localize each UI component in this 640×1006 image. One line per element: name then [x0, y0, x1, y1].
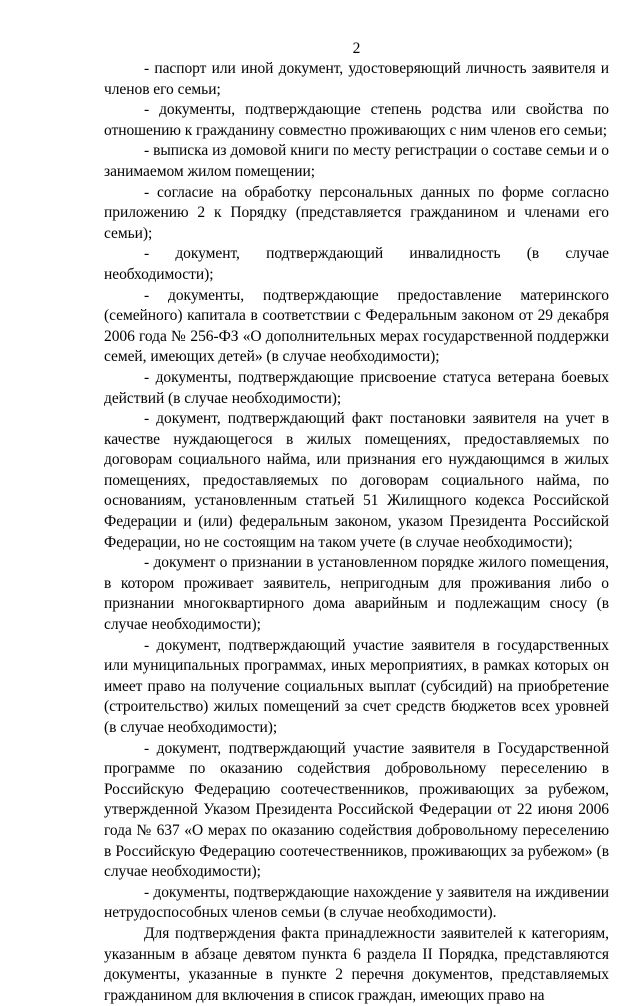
paragraph-disability: - документ, подтверждающий инвалидность (в случае необходимости);	[104, 245, 609, 283]
document-page	[104, 40, 609, 1006]
paragraph-passport: - паспорт или иной документ, удостоверяющий личность заявителя и членов его семьи;	[104, 60, 609, 98]
paragraph-dependents: - документы, подтверждающие нахождение у заявителя на иждивении нетрудоспособных членов семьи (в случае необходимости).	[104, 883, 609, 922]
paragraph-unfit-housing: - документ о признании в установленном порядке жилого помещения, в котором проживает заявитель, непригодным для проживания либо о признании многоквартирного дома аварийным и подлежащим сносу (в случае необходимости);	[104, 554, 609, 634]
paragraph-programs: - документ, подтверждающий участие заявителя в государственных или муниципальных программах, иных мероприятиях, в рамках которых он имеет право на получение социальных выплат (субсидий) на приобретение (строительство) жилых помещений за счет средств бюджетов всех уровней (в случае необходимости);	[104, 636, 609, 736]
paragraph-categories: Для подтверждения факта принадлежности заявителей к категориям, указанным в абзаце девятом пункта 6 раздела II Порядка, представляются документы, указанные в пункте 2 перечня документов, представляемых гражданином для включения в список граждан, имеющих право на	[104, 924, 609, 1004]
paragraph-consent: - согласие на обработку персональных данных по форме согласно приложению 2 к Порядку (представляется гражданином и членами его семьи);	[104, 183, 609, 242]
page-number: 2	[352, 40, 361, 57]
paragraph-housing-registration: - документ, подтверждающий факт постановки заявителя на учет в качестве нуждающегося в жилых помещениях, предоставляемых по договорам социального найма, или признания его нуждающимся в жилых помещениях, предоставляемых по договорам социального найма, по основаниям, установленным статьей 51 Жилищного кодекса Российской Федерации и (или) федеральным законом, указом Президента Российской Федерации, но не состоящим на таком учете (в случае необходимости);	[104, 410, 609, 551]
paragraph-veteran: - документы, подтверждающие присвоение статуса ветерана боевых действий (в случае необходимости);	[104, 368, 609, 407]
paragraph-maternity-capital: - документы, подтверждающие предоставление материнского (семейного) капитала в соответствии с Федеральным законом от 29 декабря 2006 года № 256-ФЗ «О дополнительных мерах государственной поддержки семей, имеющих детей» (в случае необходимости);	[104, 286, 609, 366]
paragraph-kinship: - документы, подтверждающие степень родства или свойства по отношению к гражданину совместно проживающих с ним членов его семьи;	[104, 101, 609, 139]
paragraph-house-register: - выписка из домовой книги по месту регистрации о составе семьи и о занимаемом жилом помещении;	[104, 142, 609, 180]
paragraph-resettlement: - документ, подтверждающий участие заявителя в Государственной программе по оказанию содействия добровольному переселению в Российскую Федерацию соотечественников, проживающих за рубежом, утвержденной Указом Президента Российской Федерации от 22 июня 2006 года № 637 «О мерах по оказанию содействия добровольному переселению в Российскую Федерацию соотечественников, проживающих за рубежом» (в случае необходимости);	[104, 739, 609, 881]
